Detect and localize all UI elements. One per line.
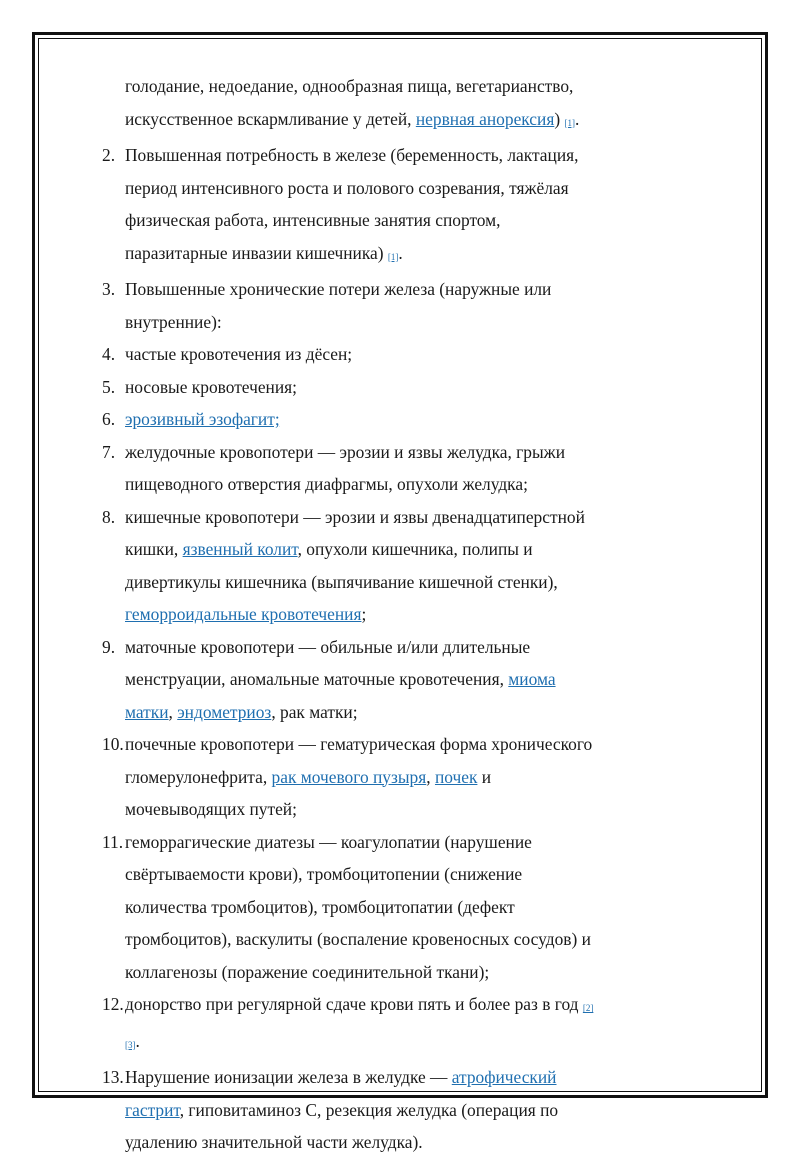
list-item-number: 2. [102,145,116,165]
text-run: . [574,108,580,129]
list-item-number: 13. [102,1067,124,1087]
list-item-text [125,501,600,631]
list-item-text [125,139,600,273]
list-item [0,988,600,1061]
reference-link[interactable]: [1] [564,117,575,128]
text-run: , рак матки; [271,701,358,722]
text-run: Повышенная потребность в железе (беременность, лактация, период интенсивного роста и полового созревания, тяжёлая физическая работа, интенсивные занятия спортом, паразитарные инвазии кишечника) [125,145,579,263]
text-run: частые кровотечения из дёсен; [125,344,353,364]
list-item [0,338,600,371]
article-link[interactable]: атрофический гастрит [125,1067,557,1120]
list-item-text [125,338,600,371]
list-item [0,826,600,989]
list-item-text [125,403,600,436]
list-item-number: 11. [102,831,124,852]
list-item-number: 8. [102,506,116,527]
text-run: почечные кровопотери — гематурическая форма хронического гломерулонефрита, [125,734,593,787]
list-item-text [125,826,600,989]
list-item-text [125,1061,600,1159]
text-run: , опухоли кишечника, полипы и дивертикулы кишечника (выпячивание кишечной стенки), [125,539,558,592]
list-item [0,371,600,404]
reference-link[interactable]: [2][3] [125,1003,594,1050]
list-item [0,403,600,436]
reference-link[interactable]: [1] [387,251,399,262]
list-item-number: 10. [102,734,124,754]
text-run: маточные кровопотери — обильные и/или длительные менструации, аномальные маточные кровотечения, [125,636,531,689]
text-run: . [398,242,403,263]
text-run: Повышенные хронические потери железа (наружные или внутренние): [125,279,552,332]
list-item [0,273,600,338]
list-item-text [125,371,600,404]
text-run: и мочевыводящих путей; [125,766,492,819]
article-link[interactable]: миома матки [125,669,556,722]
list-item-number: 9. [102,636,116,657]
text-run: желудочные кровопотери — эрозии и язвы желудка, грыжи пищеводного отверстия диафрагмы, опухоли желудка; [125,441,566,494]
text-run: ; [361,604,367,624]
list-item-text [125,436,600,501]
list-item [0,631,600,729]
list-item-text [125,728,600,826]
list-item-number: 4. [102,344,116,364]
article-link[interactable]: геморроидальные кровотечения [125,604,362,624]
text-run: , гиповитаминоз С, резекция желудка (операция по удалению значительной части желудка). [125,1099,559,1152]
text-run: Нарушение ионизации железа в желудке — [125,1067,452,1087]
text-run: кишечные кровопотери — эрозии и язвы двенадцатиперстной кишки, [125,506,585,559]
list-item [0,501,600,631]
article-link[interactable]: рак мочевого пузыря [271,766,427,787]
article-link[interactable]: эрозивный эзофагит; [125,409,280,429]
list-item [0,70,600,139]
article-link[interactable]: эндометриоз [177,701,272,722]
article-link[interactable]: язвенный колит [182,539,298,559]
text-run: , [168,701,178,722]
list-item [0,728,600,826]
list-item-number: 7. [102,441,116,462]
list-item-text [125,988,600,1061]
text-run: голодание, недоедание, однообразная пища, вегетарианство, искусственное вскармливание у детей, [125,76,574,129]
text-run: , [426,766,435,787]
article-link[interactable]: почек [434,766,478,787]
text-run: ) [554,108,565,129]
list-item-number: 12. [102,994,124,1014]
text-run: донорство при регулярной сдаче крови пять и более раз в год [125,994,583,1014]
list-item-number: 3. [102,279,116,299]
document-body [0,70,800,1159]
text-run: . [135,1030,140,1051]
list-item [0,1061,600,1159]
list-item-number: 6. [102,409,116,429]
text-run: носовые кровотечения; [125,376,298,397]
article-link[interactable]: нервная анорексия [415,108,555,129]
list-item-text [125,631,600,729]
list-item [0,436,600,501]
list-item-number: 5. [102,376,116,397]
list-item-text [125,273,600,338]
list-item-text [125,70,600,139]
text-run: геморрагические диатезы — коагулопатии (нарушение свёртываемости крови), тромбоцитопении (снижение количества тромбоцитов), тромбоцитопатии (дефект тромбоцитов), васкулиты (воспаление кровеносных сосудов) и коллагенозы (поражение соединительной ткани); [125,831,591,982]
list-item [0,139,600,273]
